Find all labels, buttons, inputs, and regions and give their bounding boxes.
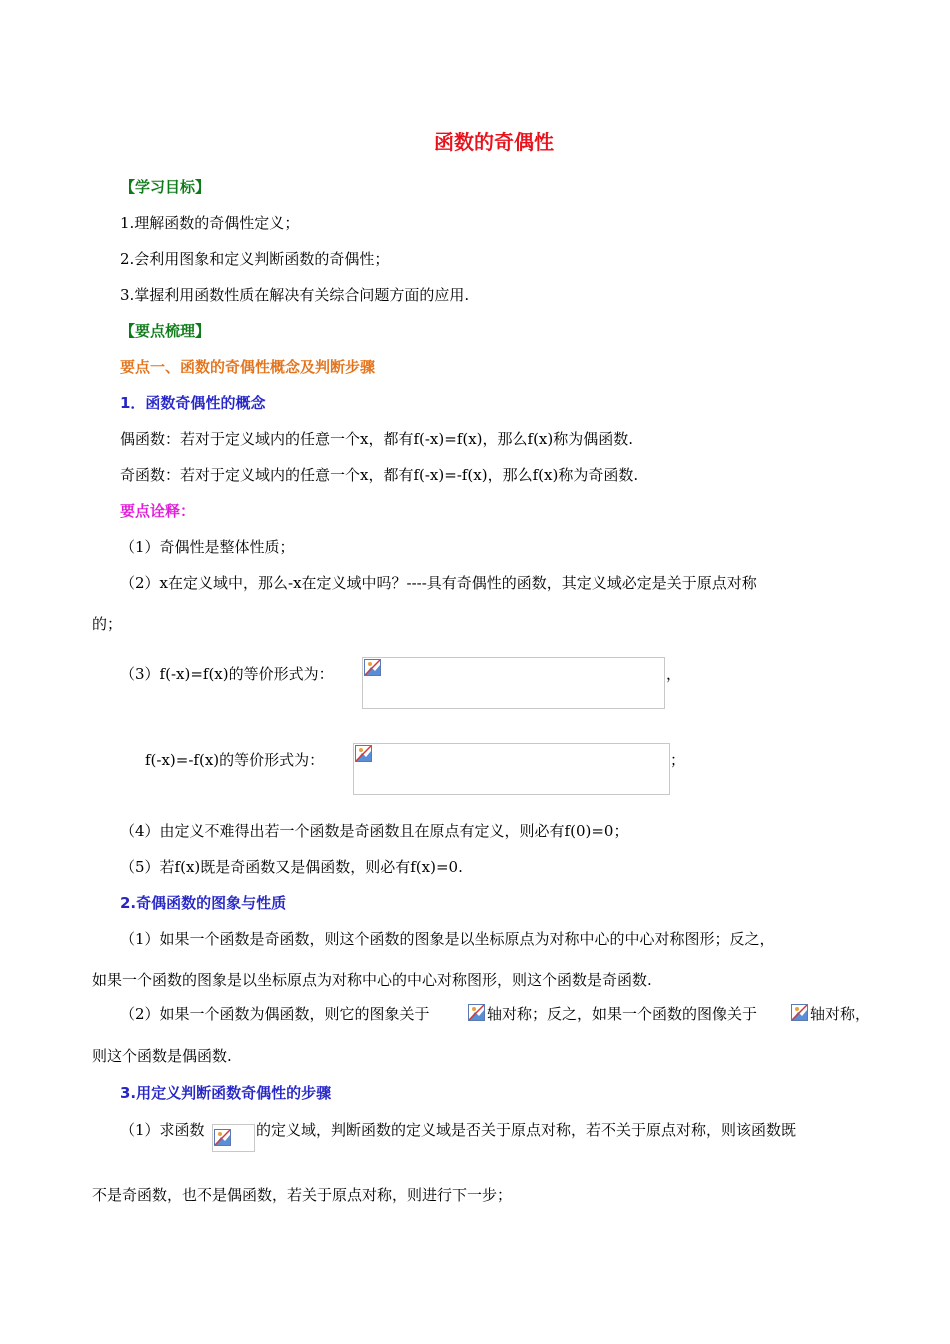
note-item: （2）x在定义域中，那么-x在定义域中吗？----具有奇偶性的函数，其定义域必定是关于原点对称 [120, 574, 757, 592]
broken-image-icon [364, 659, 381, 676]
page-title: 函数的奇偶性 [434, 130, 554, 154]
sub2-heading: 2.奇偶函数的图象与性质 [120, 894, 287, 912]
goals-heading: 【学习目标】 [120, 178, 211, 196]
property-item: （2）如果一个函数为偶函数，则它的图象关于 [120, 1005, 430, 1023]
note-item: （4）由定义不难得出若一个函数是奇函数且在原点有定义，则必有f(0)=0； [120, 822, 629, 840]
note-item: （3）f(-x)=f(x)的等价形式为： [120, 665, 334, 683]
note-item: （5）若f(x)既是奇函数又是偶函数，则必有f(x)=0. [120, 858, 463, 876]
property-item: 轴对称， [810, 1005, 871, 1023]
sub3-heading: 3.用定义判断函数奇偶性的步骤 [120, 1084, 332, 1102]
property-item: （1）如果一个函数是奇函数，则这个函数的图象是以坐标原点为对称中心的中心对称图形；反之， [120, 930, 775, 948]
property-item-continuation: 如果一个函数的图象是以坐标原点为对称中心的中心对称图形，则这个函数是奇函数. [92, 971, 652, 989]
even-definition: 偶函数：若对于定义域内的任意一个x，都有f(-x)=f(x)，那么f(x)称为偶函数. [120, 430, 634, 448]
broken-image-icon [355, 745, 372, 762]
punctuation: ， [666, 665, 682, 683]
broken-image-icon [468, 1004, 485, 1021]
goal-item: 2.会利用图象和定义判断函数的奇偶性； [120, 250, 390, 268]
formula-image-box [353, 743, 670, 795]
sub1-heading: 1．函数奇偶性的概念 [120, 394, 266, 412]
goal-item: 1.理解函数的奇偶性定义； [120, 214, 300, 232]
broken-image-icon [214, 1129, 231, 1146]
note-item: （1）奇偶性是整体性质； [120, 538, 295, 556]
notes-heading: 要点诠释： [120, 502, 196, 520]
odd-definition: 奇函数：若对于定义域内的任意一个x，都有f(-x)=-f(x)，那么f(x)称为奇函数. [120, 466, 639, 484]
note-item: f(-x)=-f(x)的等价形式为： [145, 751, 325, 769]
points-heading: 【要点梳理】 [120, 322, 211, 340]
step-item-continuation: 不是奇函数，也不是偶函数，若关于原点对称，则进行下一步； [92, 1186, 513, 1204]
step-item: （1）求函数 [120, 1121, 205, 1139]
property-item-continuation: 则这个函数是偶函数. [92, 1047, 232, 1065]
formula-image-box [362, 657, 665, 709]
step-item: 的定义域，判断函数的定义域是否关于原点对称，若不关于原点对称，则该函数既 [256, 1121, 797, 1139]
goal-item: 3.掌握利用函数性质在解决有关综合问题方面的应用. [120, 286, 470, 304]
note-item-continuation: 的； [92, 615, 123, 633]
broken-image-icon [791, 1004, 808, 1021]
property-item: 轴对称；反之，如果一个函数的图像关于 [487, 1005, 758, 1023]
punctuation: ； [670, 751, 686, 769]
point1-heading: 要点一、函数的奇偶性概念及判断步骤 [120, 358, 376, 376]
